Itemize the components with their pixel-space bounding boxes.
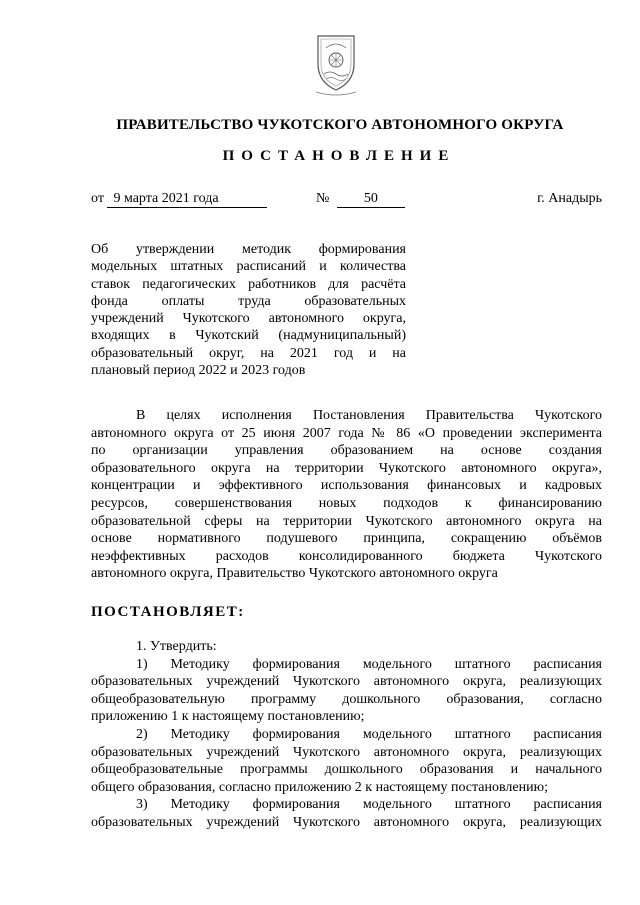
document-number: 50	[337, 191, 405, 208]
text-line: автономного округа от 25 июня 2007 года № 86 «О проведении эксперимента	[91, 425, 602, 441]
text-line: плановый период 2022 и 2023 годов	[91, 363, 306, 379]
text-line: входящих в Чукотский (надмуниципальный)	[91, 328, 406, 344]
document-type-title: ПОСТАНОВЛЕНИЕ	[222, 148, 456, 164]
text-line: основе нормативного подушевого принципа, сокращению объёмов	[91, 531, 602, 547]
resolves-heading: ПОСТАНОВЛЯЕТ:	[91, 604, 245, 620]
text-line: неэффективных расходов консолидированного бюджета Чукотского	[91, 548, 602, 564]
text-line: ставок педагогических работников для расчёта	[91, 276, 406, 292]
text-line: по организации управления образованием на основе создания	[91, 443, 602, 459]
text-line: образовательного округа на территории Чукотского автономного округа»,	[91, 460, 602, 476]
document-subject	[91, 241, 406, 379]
coat-of-arms-emblem	[312, 30, 360, 98]
text-line: образовательный округ, на 2021 год и на	[91, 345, 406, 361]
text-line: автономного округа, Правительство Чукотского автономного округа	[91, 566, 498, 582]
date-prefix: от	[91, 191, 104, 206]
number-prefix: №	[316, 191, 330, 206]
text-line: 1) Методику формирования модельного штатного расписания	[136, 656, 602, 672]
text-line: В целях исполнения Постановления Правительства Чукотского	[136, 408, 602, 423]
government-title: ПРАВИТЕЛЬСТВО ЧУКОТСКОГО АВТОНОМНОГО ОКРУГА	[116, 117, 564, 133]
text-line: фонда оплаты труда образовательных	[91, 293, 406, 309]
text-line: 3) Методику формирования модельного штатного расписания	[136, 797, 602, 813]
text-line: образовательных учреждений Чукотского автономного округа, реализующих	[91, 674, 602, 690]
text-line: образовательных учреждений Чукотского автономного округа, реализующих	[91, 814, 602, 830]
text-line: учреждений Чукотского автономного округа,	[91, 311, 406, 327]
text-line: Об утверждении методик формирования	[91, 242, 406, 257]
text-line: общеобразовательную программу дошкольного образования, согласно	[91, 691, 602, 707]
text-line: приложению 1 к настоящему постановлению;	[91, 709, 365, 725]
text-line: общего образования, согласно приложению 2 к настоящему постановлению;	[91, 779, 548, 795]
document-date: 9 марта 2021 года	[107, 191, 267, 208]
text-line: образовательной сферы на территории Чукотского автономного округа на	[91, 513, 602, 529]
preamble-paragraph	[91, 407, 602, 583]
text-line: 2) Методику формирования модельного штатного расписания	[136, 726, 602, 742]
text-line: образовательных учреждений Чукотского автономного округа, реализующих	[91, 744, 602, 760]
text-line: концентрации и эффективного использования финансовых и кадровых	[91, 478, 602, 494]
date-field	[91, 191, 267, 208]
text-line: модельных штатных расписаний и количества	[91, 259, 406, 275]
text-line: ресурсов, совершенствования новых подходов к финансированию	[91, 495, 602, 511]
number-field	[316, 191, 405, 208]
text-line: общеобразовательные программы дошкольного образования и начального	[91, 762, 602, 778]
resolution-items	[91, 638, 602, 832]
place-of-issue: г. Анадырь	[537, 191, 602, 206]
text-line: 1. Утвердить:	[136, 639, 217, 654]
